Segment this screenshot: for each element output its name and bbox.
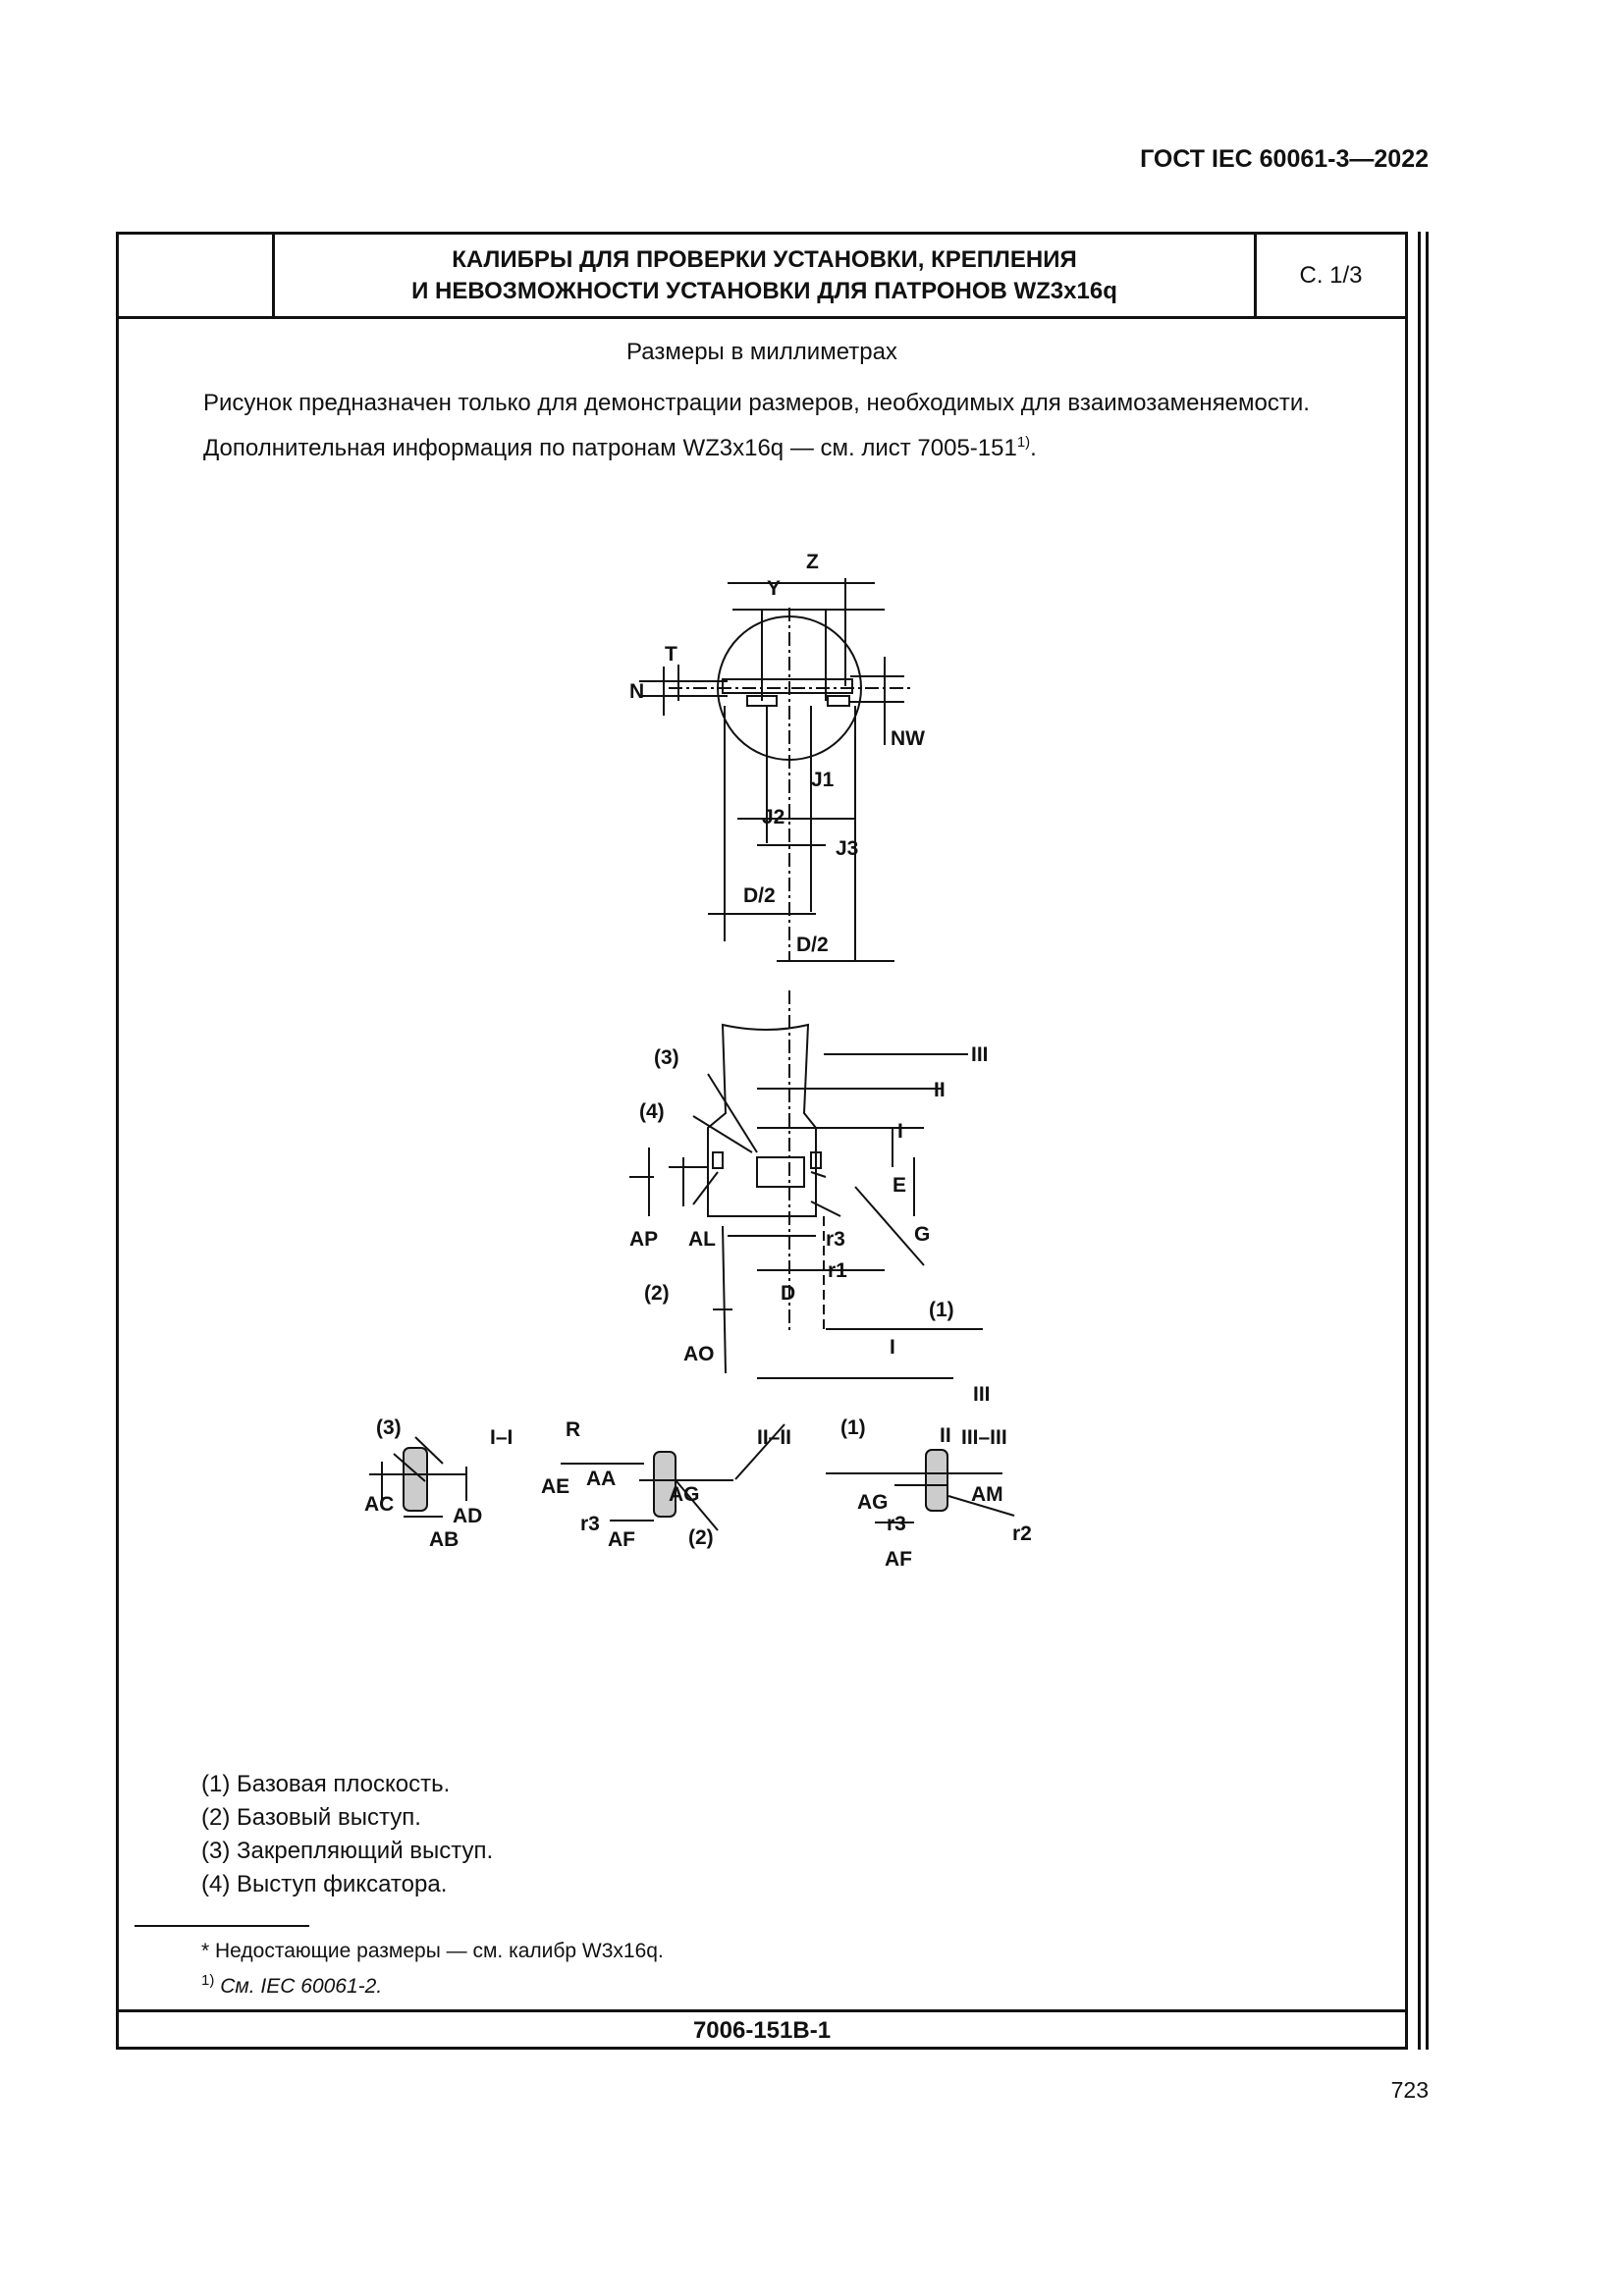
sheet-code: 7006-151B-1 xyxy=(692,2017,832,2044)
standard-number: ГОСТ IEC 60061-3—2022 xyxy=(1140,145,1429,173)
svg-text:III: III xyxy=(973,1383,991,1406)
svg-text:D/2: D/2 xyxy=(796,934,829,956)
svg-text:NW: NW xyxy=(891,727,925,750)
technical-drawing xyxy=(119,235,1405,1707)
svg-text:II: II xyxy=(934,1079,946,1101)
footnote-separator xyxy=(135,1925,309,1927)
svg-text:(1): (1) xyxy=(840,1416,866,1439)
svg-text:AG: AG xyxy=(669,1483,700,1506)
svg-text:AG: AG xyxy=(857,1491,889,1514)
svg-text:T: T xyxy=(665,643,677,666)
svg-text:(1): (1) xyxy=(929,1299,954,1321)
legend-item: (1) Базовая плоскость. xyxy=(201,1771,451,1797)
svg-text:AB: AB xyxy=(429,1528,460,1551)
svg-text:(3): (3) xyxy=(654,1046,679,1069)
svg-text:J1: J1 xyxy=(811,769,835,791)
footnotes: * Недостающие размеры — см. калибр W3x16q. $^{1)}$ См. IEC 60061-2. xyxy=(201,1940,664,1998)
svg-text:J2: J2 xyxy=(762,806,785,828)
legend-list xyxy=(201,1768,493,1901)
svg-text:R: R xyxy=(566,1418,581,1441)
svg-text:r3: r3 xyxy=(580,1513,600,1535)
sheet-title: КАЛИБРЫ ДЛЯ ПРОВЕРКИ УСТАНОВКИ, КРЕПЛЕНИЯ И НЕВОЗМОЖНОСТИ УСТАНОВКИ ДЛЯ ПАТРОНОВ WZ3x16q xyxy=(411,246,1117,304)
svg-text:I–I: I–I xyxy=(490,1426,514,1449)
svg-text:AP: AP xyxy=(629,1228,659,1251)
svg-text:II: II xyxy=(940,1424,951,1447)
svg-text:r1: r1 xyxy=(828,1259,847,1282)
legend-item: (4) Выступ фиксатора. xyxy=(201,1871,448,1897)
svg-text:G: G xyxy=(914,1223,931,1246)
svg-text:(3): (3) xyxy=(376,1416,402,1439)
svg-text:I: I xyxy=(890,1336,895,1359)
svg-text:AM: AM xyxy=(971,1483,1003,1506)
svg-text:III: III xyxy=(971,1043,989,1066)
svg-text:AE: AE xyxy=(541,1475,570,1498)
footer-divider xyxy=(119,2009,1405,2012)
svg-text:AF: AF xyxy=(608,1528,635,1551)
sheet-frame xyxy=(116,232,1408,2050)
svg-text:r3: r3 xyxy=(887,1513,906,1535)
svg-text:(2): (2) xyxy=(644,1282,670,1305)
svg-text:D/2: D/2 xyxy=(743,884,776,907)
svg-text:(2): (2) xyxy=(688,1526,714,1549)
frame-rail xyxy=(1418,232,1421,2050)
page-number: 723 xyxy=(1390,2077,1429,2103)
svg-text:D: D xyxy=(781,1282,796,1305)
svg-text:AF: AF xyxy=(885,1548,912,1571)
intro-paragraph: Рисунок предназначен только для демонстрации размеров, необходимых для взаимозаменяемости. Дополнительная информация по патронам WZ3x16q — см. лист 7005-151$^{1)}$. xyxy=(119,388,1397,464)
svg-text:AD: AD xyxy=(453,1505,483,1527)
sheet-page: С. 1/3 xyxy=(1299,262,1363,289)
svg-text:J3: J3 xyxy=(836,837,859,860)
frame-rail xyxy=(1426,232,1429,2050)
svg-text:r3: r3 xyxy=(826,1228,845,1251)
svg-text:I: I xyxy=(897,1120,903,1143)
legend-item: (2) Базовый выступ. xyxy=(201,1804,421,1831)
info-paragraph: Дополнительная информация по патронам WZ3x16q — см. лист 7005-151$^{1)}$. xyxy=(203,434,1037,461)
svg-text:N: N xyxy=(629,680,645,703)
svg-text:III–III: III–III xyxy=(961,1426,1007,1449)
svg-text:AO: AO xyxy=(683,1343,715,1365)
svg-text:E: E xyxy=(893,1174,907,1197)
svg-text:AA: AA xyxy=(586,1468,617,1490)
legend-item: (3) Закрепляющий выступ. xyxy=(201,1838,494,1864)
svg-text:AL: AL xyxy=(688,1228,716,1251)
svg-text:Z: Z xyxy=(806,551,819,573)
svg-text:AC: AC xyxy=(364,1493,395,1516)
svg-text:Y: Y xyxy=(767,577,782,600)
svg-text:r2: r2 xyxy=(1012,1522,1032,1545)
svg-text:(4): (4) xyxy=(639,1100,665,1123)
units-note: Размеры в миллиметрах xyxy=(626,339,897,365)
svg-text:II–II: II–II xyxy=(757,1426,792,1449)
